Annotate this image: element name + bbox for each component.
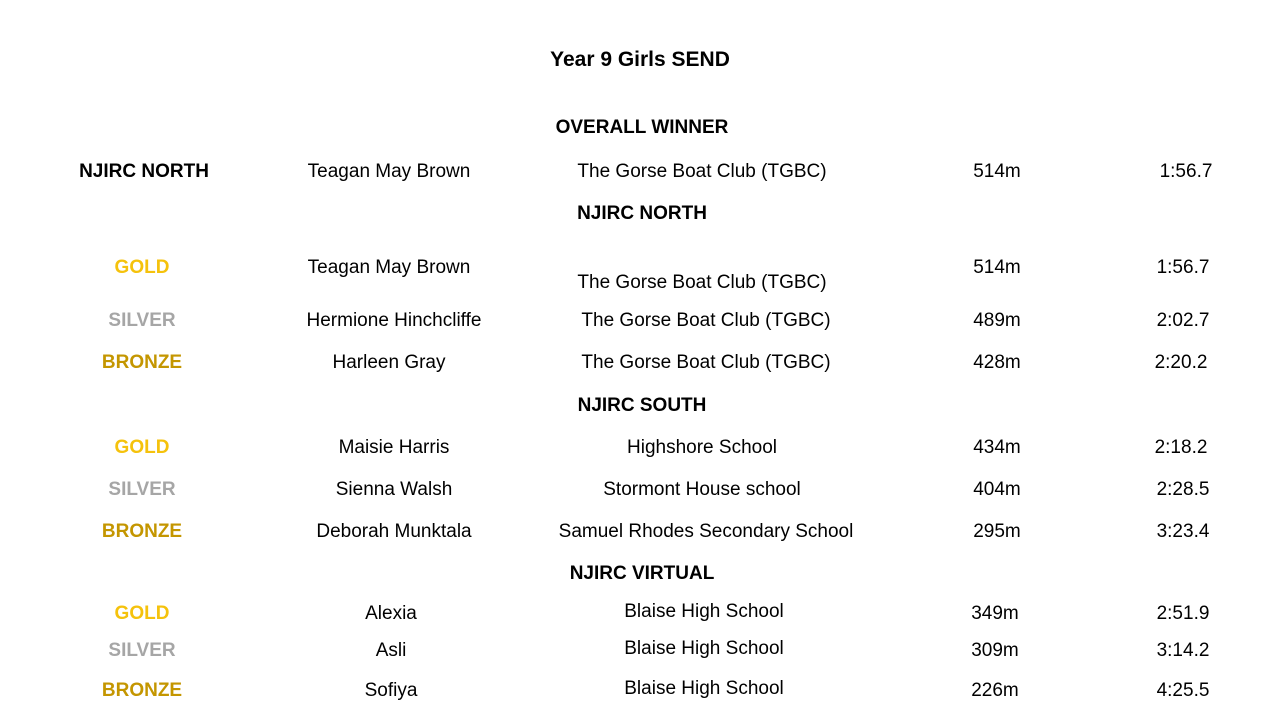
distance: 349m — [971, 603, 1019, 624]
athlete-name: Deborah Munktala — [316, 521, 472, 542]
athlete-name: Teagan May Brown — [307, 257, 471, 278]
distance: 226m — [971, 680, 1019, 701]
athlete-name: Maisie Harris — [338, 437, 450, 458]
athlete-name: Sofiya — [364, 680, 418, 701]
athlete-name: Harleen Gray — [332, 352, 446, 373]
page-title: Year 9 Girls SEND — [550, 48, 730, 71]
distance: 428m — [973, 352, 1021, 373]
time: 1:56.7 — [1156, 257, 1210, 278]
distance: 295m — [973, 521, 1021, 542]
time: 2:02.7 — [1156, 310, 1210, 331]
overall-time: 1:56.7 — [1159, 161, 1213, 182]
medal-label: BRONZE — [101, 352, 183, 373]
medal-label: SILVER — [108, 640, 176, 661]
time: 2:28.5 — [1156, 479, 1210, 500]
time: 2:51.9 — [1156, 603, 1210, 624]
medal-label: GOLD — [114, 257, 170, 278]
time: 2:18.2 — [1154, 437, 1208, 458]
athlete-name: Alexia — [365, 603, 417, 624]
section-heading-north: NJIRC NORTH — [577, 203, 707, 224]
distance: 309m — [971, 640, 1019, 661]
club-name: The Gorse Boat Club (TGBC) — [577, 272, 827, 293]
distance: 404m — [973, 479, 1021, 500]
distance: 434m — [973, 437, 1021, 458]
time: 2:20.2 — [1154, 352, 1208, 373]
athlete-name: Sienna Walsh — [335, 479, 453, 500]
time: 3:23.4 — [1156, 521, 1210, 542]
overall-region: NJIRC NORTH — [79, 161, 209, 182]
overall-winner-heading: OVERALL WINNER — [555, 117, 729, 138]
section-heading-virtual: NJIRC VIRTUAL — [569, 563, 715, 584]
section-heading-south: NJIRC SOUTH — [577, 395, 707, 416]
club-name: Samuel Rhodes Secondary School — [558, 521, 854, 542]
club-name: The Gorse Boat Club (TGBC) — [581, 352, 831, 373]
medal-label: BRONZE — [101, 521, 183, 542]
medal-label: SILVER — [108, 479, 176, 500]
club-name: Blaise High School — [624, 638, 784, 659]
athlete-name: Hermione Hinchcliffe — [306, 310, 482, 331]
overall-distance: 514m — [973, 161, 1021, 182]
athlete-name: Asli — [375, 640, 407, 661]
distance: 489m — [973, 310, 1021, 331]
medal-label: GOLD — [114, 603, 170, 624]
overall-club: The Gorse Boat Club (TGBC) — [577, 161, 827, 182]
time: 4:25.5 — [1156, 680, 1210, 701]
medal-label: BRONZE — [101, 680, 183, 701]
club-name: The Gorse Boat Club (TGBC) — [581, 310, 831, 331]
club-name: Blaise High School — [624, 678, 784, 699]
overall-name: Teagan May Brown — [307, 161, 471, 182]
club-name: Highshore School — [627, 437, 777, 458]
distance: 514m — [973, 257, 1021, 278]
time: 3:14.2 — [1156, 640, 1210, 661]
medal-label: SILVER — [108, 310, 176, 331]
club-name: Blaise High School — [624, 601, 784, 622]
club-name: Stormont House school — [603, 479, 801, 500]
medal-label: GOLD — [114, 437, 170, 458]
